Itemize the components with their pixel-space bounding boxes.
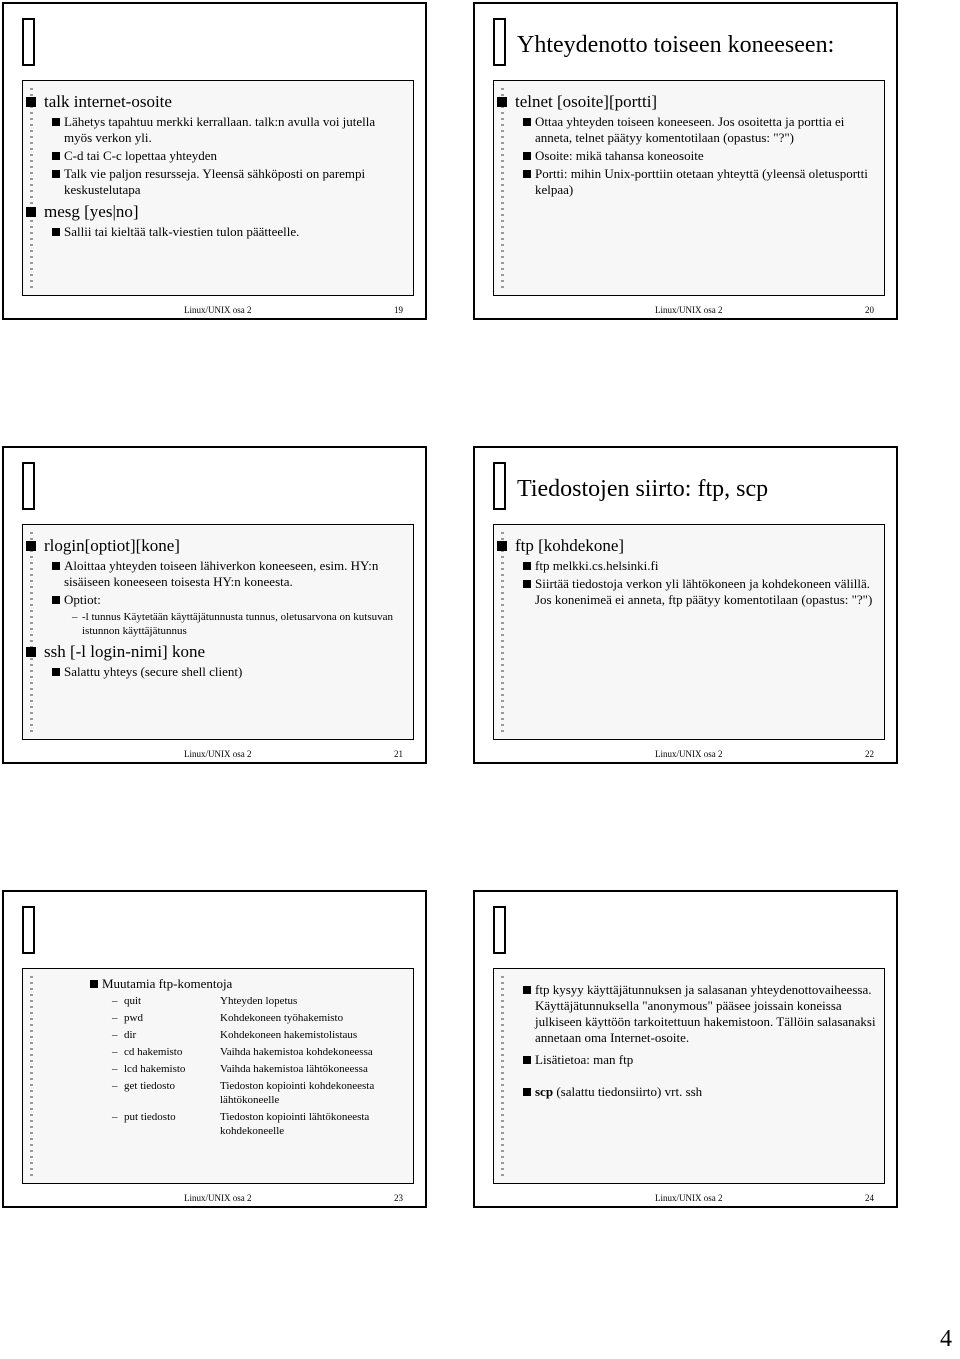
slide-content xyxy=(497,532,877,610)
bullet-level2 xyxy=(90,976,406,992)
bullet-text: Lisätietoa: man ftp xyxy=(535,1052,634,1067)
scp-keyword: scp xyxy=(535,1084,554,1099)
bullet-text: talk internet-osoite xyxy=(44,92,172,111)
bullet-level1 xyxy=(497,92,877,112)
square-bullet-icon xyxy=(523,152,531,160)
dash-bullet-icon: – xyxy=(112,1046,118,1058)
title-bar-decoration xyxy=(22,18,35,66)
command-name: pwd xyxy=(124,1012,143,1024)
ftp-command-row xyxy=(112,1028,406,1042)
bullet-level3 xyxy=(72,610,406,638)
bullet-text: ssh [-l login-nimi] kone xyxy=(44,642,206,661)
square-bullet-icon xyxy=(26,207,36,217)
bullet-level2 xyxy=(523,576,877,608)
title-bar-decoration xyxy=(22,462,35,510)
bullet-text: telnet [osoite][portti] xyxy=(515,92,658,111)
slide-number: 20 xyxy=(865,305,874,315)
bullet-text: Osoite: mikä tahansa koneosoite xyxy=(535,148,704,163)
ftp-command-table xyxy=(112,994,406,1138)
bullet-text: -l tunnus Käytetään käyttäjätunnusta tunnus, oletusarvona on kutsuvan istunnon käyttäjätunnus xyxy=(82,611,393,637)
dash-bullet-icon: – xyxy=(112,995,118,1007)
title-bar-decoration xyxy=(493,906,506,954)
bullet-level1 xyxy=(26,642,406,662)
bullet-level2 xyxy=(52,166,406,198)
command-description: Tiedoston kopiointi kohdekoneesta lähtökoneelle xyxy=(220,1080,375,1106)
dash-bullet-icon: – xyxy=(112,1012,118,1024)
slide-19 xyxy=(2,2,427,320)
dash-bullet-icon: – xyxy=(112,1111,118,1123)
bullet-level2 xyxy=(52,664,406,680)
slide-footer: Linux/UNIX osa 2 xyxy=(655,305,723,315)
bullet-text: ftp melkki.cs.helsinki.fi xyxy=(535,558,659,573)
slide-footer: Linux/UNIX osa 2 xyxy=(184,749,252,759)
square-bullet-icon xyxy=(523,170,531,178)
ftp-command-row xyxy=(112,1045,406,1059)
bullet-level2 xyxy=(52,592,406,608)
square-bullet-icon xyxy=(52,668,60,676)
command-description: Kohdekoneen työhakemisto xyxy=(220,1012,344,1024)
slide-24 xyxy=(473,890,898,1208)
slide-21 xyxy=(2,446,427,764)
bullet-level2 xyxy=(523,148,877,164)
bullet-text: mesg [yes|no] xyxy=(44,202,139,221)
square-bullet-icon xyxy=(26,647,36,657)
bullet-text: C-d tai C-c lopettaa yhteyden xyxy=(64,148,218,163)
bullet-level1 xyxy=(497,536,877,556)
command-name: dir xyxy=(124,1029,137,1041)
square-bullet-icon xyxy=(52,562,60,570)
slide-23 xyxy=(2,890,427,1208)
bullet-text: Portti: mihin Unix-porttiin otetaan yhteyttä (yleensä oletusportti kelpaa) xyxy=(535,166,868,197)
square-bullet-icon xyxy=(26,541,36,551)
bullet-text: Salattu yhteys (secure shell client) xyxy=(64,664,243,679)
square-bullet-icon xyxy=(52,228,60,236)
bullet-level2 xyxy=(52,148,406,164)
command-description: Kohdekoneen hakemistolistaus xyxy=(220,1029,358,1041)
square-bullet-icon xyxy=(26,97,36,107)
slide-title: Yhteydenotto toiseen koneeseen: xyxy=(517,32,835,58)
slide-number: 21 xyxy=(394,749,403,759)
bullet-text: ftp [kohdekone] xyxy=(515,536,625,555)
bullet-level2 xyxy=(523,166,877,198)
bullet-level2 xyxy=(52,224,406,240)
slide-20 xyxy=(473,2,898,320)
command-name: quit xyxy=(124,995,142,1007)
bullet-level2 xyxy=(523,1084,877,1100)
square-bullet-icon xyxy=(523,118,531,126)
dash-bullet-icon: – xyxy=(112,1029,118,1041)
command-name: put tiedosto xyxy=(124,1111,176,1123)
bullet-text: Talk vie paljon resursseja. Yleensä sähköposti on parempi keskustelutapa xyxy=(64,166,366,197)
square-bullet-icon xyxy=(90,980,98,988)
square-bullet-icon xyxy=(523,580,531,588)
slide-content xyxy=(26,532,406,682)
bullet-level2 xyxy=(523,1052,877,1068)
ftp-command-row xyxy=(112,1062,406,1076)
slide-number: 22 xyxy=(865,749,874,759)
ftp-command-row xyxy=(112,1110,406,1138)
square-bullet-icon xyxy=(523,986,531,994)
command-description: Tiedoston kopiointi lähtökoneesta kohdekoneelle xyxy=(220,1111,370,1137)
bullet-text: ftp kysyy käyttäjätunnuksen ja salasanan yhteydenottovaiheessa. Käyttäjätunnuksella "anonymous" pääsee joissain koneissa julkiseen käyttöön tarkoitettuun hakemistoon. Tällöin salasanaksi annetaan oma Internet-osoite. xyxy=(535,982,876,1045)
bullet-text: Lähetys tapahtuu merkki kerrallaan. talk:n avulla voi jutella myös verkon yli. xyxy=(64,114,376,145)
title-bar-decoration xyxy=(22,906,35,954)
bullet-text: Aloittaa yhteyden toiseen lähiverkon koneeseen, esim. HY:n sisäiseen koneeseen toisesta HY:n koneesta. xyxy=(64,558,379,589)
command-name: get tiedosto xyxy=(124,1080,176,1092)
bullet-text: Sallii tai kieltää talk-viestien tulon päätteelle. xyxy=(64,224,300,239)
bullet-level1 xyxy=(26,92,406,112)
slide-footer: Linux/UNIX osa 2 xyxy=(184,1193,252,1203)
ftp-command-row xyxy=(112,1011,406,1025)
slide-22 xyxy=(473,446,898,764)
square-bullet-icon xyxy=(523,1088,531,1096)
square-bullet-icon xyxy=(497,97,507,107)
square-bullet-icon xyxy=(523,1056,531,1064)
page-number: 4 xyxy=(940,1326,952,1352)
bullet-text: Ottaa yhteyden toiseen koneeseen. Jos osoitetta ja porttia ei anneta, telnet päätyy komentotilaan (opastus: "?") xyxy=(535,114,845,145)
square-bullet-icon xyxy=(497,541,507,551)
bullet-level1 xyxy=(26,202,406,222)
slide-content xyxy=(26,976,406,1141)
slide-footer: Linux/UNIX osa 2 xyxy=(655,749,723,759)
bullet-level2 xyxy=(523,558,877,574)
bullet-level2 xyxy=(52,114,406,146)
square-bullet-icon xyxy=(52,596,60,604)
title-bar-decoration xyxy=(493,462,506,510)
slide-content xyxy=(497,976,877,1102)
dash-bullet-icon: – xyxy=(72,611,78,623)
bullet-text: (salattu tiedonsiirto) vrt. ssh xyxy=(553,1084,703,1099)
slide-content xyxy=(497,88,877,200)
slide-footer: Linux/UNIX osa 2 xyxy=(184,305,252,315)
command-description: Yhteyden lopetus xyxy=(220,995,298,1007)
bullet-text: Muutamia ftp-komentoja xyxy=(102,976,233,991)
slide-number: 24 xyxy=(865,1193,874,1203)
square-bullet-icon xyxy=(523,562,531,570)
command-name: lcd hakemisto xyxy=(124,1063,186,1075)
bullet-level2 xyxy=(523,114,877,146)
command-description: Vaihda hakemistoa lähtökoneessa xyxy=(220,1063,368,1075)
square-bullet-icon xyxy=(52,152,60,160)
slide-number: 23 xyxy=(394,1193,403,1203)
square-bullet-icon xyxy=(52,170,60,178)
bullet-level2 xyxy=(52,558,406,590)
slide-number: 19 xyxy=(394,305,403,315)
slide-footer: Linux/UNIX osa 2 xyxy=(655,1193,723,1203)
bullet-level1 xyxy=(26,536,406,556)
command-name: cd hakemisto xyxy=(124,1046,183,1058)
bullet-text: Optiot: xyxy=(64,592,101,607)
slide-content xyxy=(26,88,406,242)
bullet-level2 xyxy=(523,982,877,1046)
command-description: Vaihda hakemistoa kohdekoneessa xyxy=(220,1046,373,1058)
dash-bullet-icon: – xyxy=(112,1063,118,1075)
title-bar-decoration xyxy=(493,18,506,66)
bullet-text: rlogin[optiot][kone] xyxy=(44,536,180,555)
ftp-command-row xyxy=(112,1079,406,1107)
bullet-text: Siirtää tiedostoja verkon yli lähtökoneen ja kohdekoneen välillä. Jos konenimeä ei anneta, ftp päätyy komentotilaan (opastus: "?") xyxy=(535,576,873,607)
ftp-command-row xyxy=(112,994,406,1008)
square-bullet-icon xyxy=(52,118,60,126)
dash-bullet-icon: – xyxy=(112,1080,118,1092)
slide-title: Tiedostojen siirto: ftp, scp xyxy=(517,476,769,502)
